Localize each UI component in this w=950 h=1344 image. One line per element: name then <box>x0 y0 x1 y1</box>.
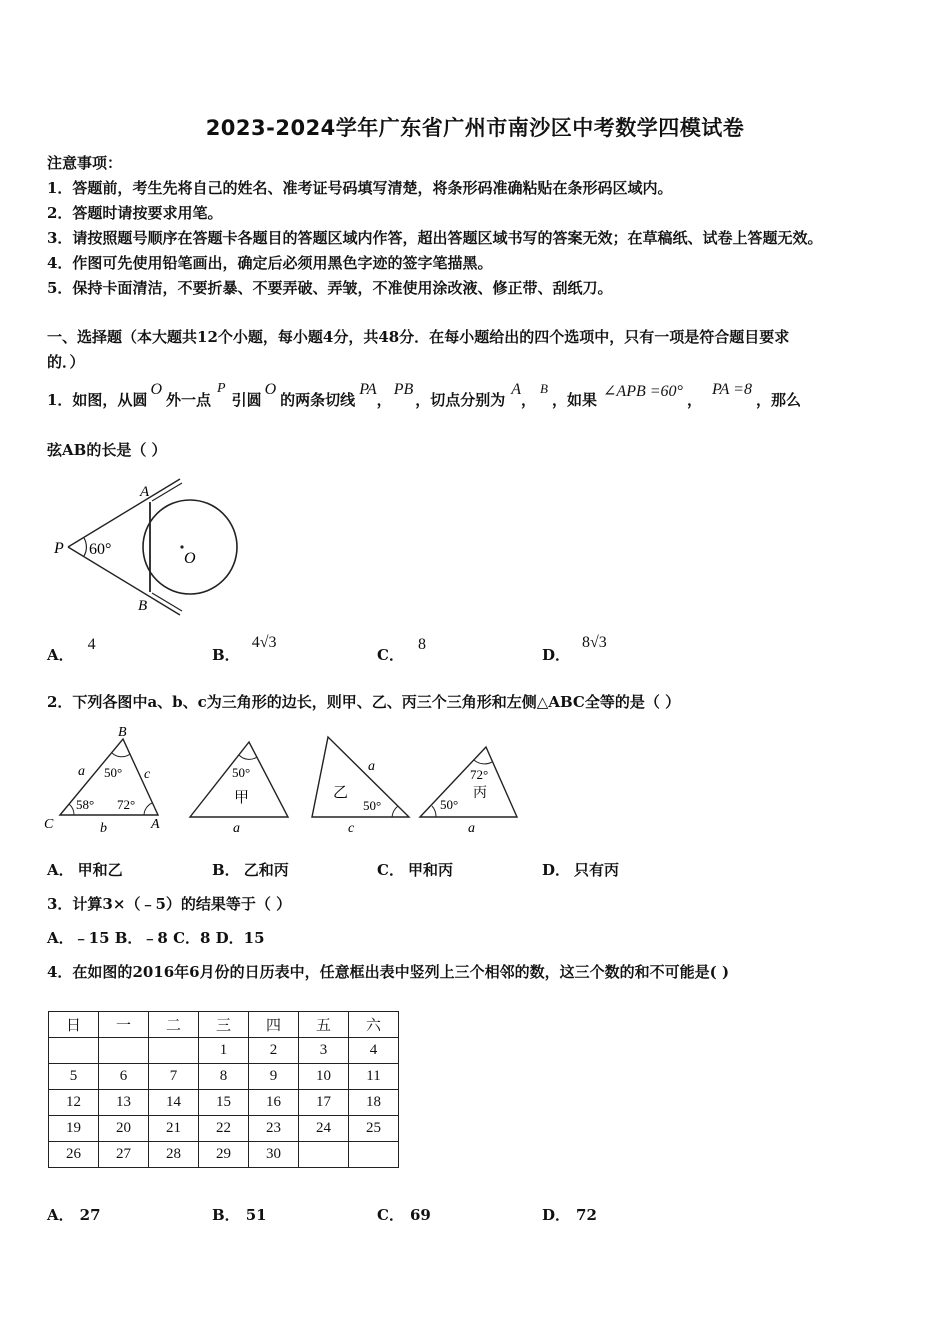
label-c-vertex: C <box>44 817 54 832</box>
calendar-cell: 1 <box>199 1038 249 1064</box>
calendar-cell: 9 <box>249 1064 299 1090</box>
notice-item: 4．作图可先使用铅笔画出，确定后必须用黑色字迹的签字笔描黑。 <box>47 254 493 272</box>
calendar-cell: 22 <box>199 1116 249 1142</box>
side-bing: a <box>468 821 475 836</box>
calendar-cell: 10 <box>299 1064 349 1090</box>
question-1-stem-cont: 弦AB的长是（ ） <box>47 441 167 459</box>
option-b[interactable]: B． 51 <box>212 1206 267 1224</box>
table-row <box>49 1064 399 1090</box>
calendar-header: 六 <box>349 1012 399 1038</box>
calendar-cell: 30 <box>249 1142 299 1168</box>
option-d[interactable]: D． 只有丙 <box>542 861 620 879</box>
notice-item: 3．请按照题号顺序在答题卡各题目的答题区域内作答，超出答题区域书写的答案无效；在草稿纸、试卷上答题无效。 <box>47 229 823 247</box>
label-a-vertex: A <box>151 817 160 832</box>
notice-heading: 注意事项： <box>47 154 123 172</box>
section-heading: 一、选择题（本大题共12个小题，每小题4分，共48分．在每小题给出的四个选项中，只有一项是符合题目要求 <box>47 328 790 346</box>
triangles-figure <box>40 720 530 840</box>
calendar-cell: 20 <box>99 1116 149 1142</box>
circle-o <box>143 500 237 594</box>
side-b: b <box>100 821 107 836</box>
side-yi-c: c <box>348 821 355 836</box>
notice-item: 2．答题时请按要求用笔。 <box>47 204 223 222</box>
calendar-table <box>48 1011 399 1168</box>
angle-b: 50° <box>104 765 123 780</box>
option-b[interactable]: B． 乙和丙 <box>212 861 289 879</box>
calendar-cell <box>99 1038 149 1064</box>
calendar-cell: 28 <box>149 1142 199 1168</box>
calendar-header: 一 <box>99 1012 149 1038</box>
calendar-cell: 26 <box>49 1142 99 1168</box>
calendar-cell: 7 <box>149 1064 199 1090</box>
option-a[interactable]: A． 4 <box>47 636 96 664</box>
calendar-cell: 24 <box>299 1116 349 1142</box>
calendar-header: 日 <box>49 1012 99 1038</box>
circle-tangent-figure <box>48 474 248 619</box>
side-jia: a <box>233 821 240 836</box>
calendar-cell: 16 <box>249 1090 299 1116</box>
calendar-cell <box>299 1142 349 1168</box>
table-row <box>49 1090 399 1116</box>
question-2-stem: 2．下列各图中a、b、c为三角形的边长，则甲、乙、丙三个三角形和左侧△ABC全等的是（ ） <box>47 693 681 711</box>
question-4-stem: 4．在如图的2016年6月份的日历表中，任意框出表中竖列上三个相邻的数，这三个数的和不可能是( ) <box>47 963 730 981</box>
calendar-header-row <box>49 1012 399 1038</box>
calendar-cell: 6 <box>99 1064 149 1090</box>
notice-item: 1．答题前，考生先将自己的姓名、准考证号码填写清楚，将条形码准确粘贴在条形码区域内。 <box>47 179 673 197</box>
angle-c: 58° <box>76 797 95 812</box>
question-1-stem: 1．如图，从圆 O 外一点 P 引圆 O 的两条切线 PA ， PB ，切点分别为 A ， B ，如果 ∠APB =60° ， PA =8 ，那么 <box>47 381 801 409</box>
option-a[interactable]: A． 甲和乙 <box>47 861 123 879</box>
angle-bing-1: 72° <box>470 767 489 782</box>
section-heading-cont: 的．） <box>47 353 85 371</box>
calendar-cell: 21 <box>149 1116 199 1142</box>
option-a[interactable]: A． 27 <box>47 1206 101 1224</box>
calendar-cell <box>49 1038 99 1064</box>
calendar-cell: 8 <box>199 1064 249 1090</box>
calendar-cell: 29 <box>199 1142 249 1168</box>
calendar-cell: 23 <box>249 1116 299 1142</box>
question-3-stem: 3．计算3×（﹣5）的结果等于（ ） <box>47 895 292 913</box>
calendar-cell: 27 <box>99 1142 149 1168</box>
tangent-pa <box>68 479 180 547</box>
calendar-cell: 2 <box>249 1038 299 1064</box>
triangle-bing <box>420 747 517 817</box>
table-row <box>49 1142 399 1168</box>
calendar-cell: 18 <box>349 1090 399 1116</box>
angle-yi: 50° <box>363 798 382 813</box>
option-b[interactable]: B． 4√3 <box>212 634 277 664</box>
label-yi: 乙 <box>333 785 349 801</box>
calendar-cell: 15 <box>199 1090 249 1116</box>
option-c[interactable]: C． 甲和丙 <box>377 861 453 879</box>
question-3-options[interactable]: A．﹣15 B．﹣8 C．8 D．15 <box>47 929 265 947</box>
calendar-cell: 13 <box>99 1090 149 1116</box>
calendar-cell <box>149 1038 199 1064</box>
table-row <box>49 1116 399 1142</box>
label-bing: 丙 <box>473 786 487 801</box>
calendar-cell: 4 <box>349 1038 399 1064</box>
option-c[interactable]: C． 8 <box>377 636 426 664</box>
label-jia: 甲 <box>234 790 250 806</box>
label-b: B <box>138 598 148 614</box>
calendar-cell: 11 <box>349 1064 399 1090</box>
tangent-pb <box>68 547 180 615</box>
side-yi-a: a <box>368 759 375 774</box>
calendar-header: 二 <box>149 1012 199 1038</box>
calendar-cell: 25 <box>349 1116 399 1142</box>
notice-item: 5．保持卡面清洁，不要折暴、不要弄破、弄皱，不准使用涂改液、修正带、刮纸刀。 <box>47 279 613 297</box>
calendar-cell: 14 <box>149 1090 199 1116</box>
triangle-yi <box>312 737 409 817</box>
angle-jia: 50° <box>232 765 251 780</box>
angle-label: 60° <box>89 541 112 558</box>
label-o: O <box>184 550 196 567</box>
side-a: a <box>78 764 85 779</box>
calendar-header: 五 <box>299 1012 349 1038</box>
page-title: 2023-2024学年广东省广州市南沙区中考数学四模试卷 <box>205 116 745 140</box>
calendar-cell: 17 <box>299 1090 349 1116</box>
calendar-cell: 12 <box>49 1090 99 1116</box>
calendar-cell <box>349 1142 399 1168</box>
table-row <box>49 1038 399 1064</box>
option-d[interactable]: D． 72 <box>542 1206 597 1224</box>
angle-bing-2: 50° <box>440 797 459 812</box>
calendar-header: 四 <box>249 1012 299 1038</box>
option-d[interactable]: D． 8√3 <box>542 634 607 664</box>
calendar-cell: 3 <box>299 1038 349 1064</box>
label-p: P <box>54 540 64 557</box>
calendar-cell: 5 <box>49 1064 99 1090</box>
label-b-vertex: B <box>118 725 127 740</box>
calendar-cell: 19 <box>49 1116 99 1142</box>
angle-a: 72° <box>117 797 136 812</box>
label-a: A <box>140 484 150 500</box>
side-c: c <box>144 767 151 782</box>
calendar-header: 三 <box>199 1012 249 1038</box>
option-c[interactable]: C． 69 <box>377 1206 431 1224</box>
